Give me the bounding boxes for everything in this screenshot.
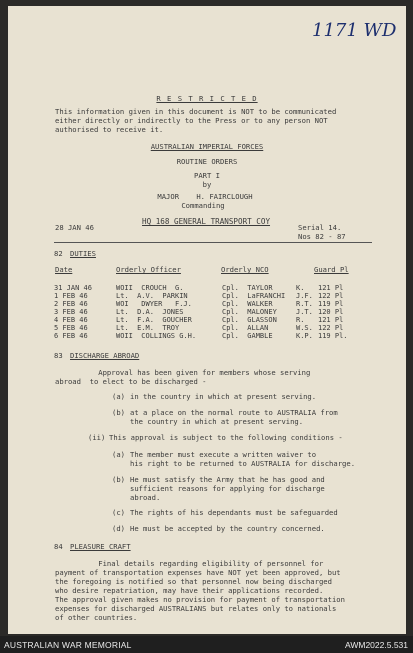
- duty-nco-initials: R.: [296, 316, 305, 324]
- item-i-a-text: in the country in which at present serving.: [130, 392, 317, 401]
- duty-date: 4 FEB 46: [54, 316, 88, 324]
- pleasure-line-5: The approval given makes no provision for payment of transportation: [55, 595, 345, 604]
- footer-bar: [0, 636, 413, 653]
- duty-nco-initials: R.T.: [296, 300, 313, 308]
- item-ii-text: This approval is subject to the following conditions -: [109, 433, 343, 442]
- duty-row: [54, 316, 358, 324]
- duty-officer: Lt. F.A. GOUCHER: [116, 316, 192, 324]
- pleasure-number: 84: [54, 542, 63, 551]
- duty-nco: Cpl. LaFRANCHI: [222, 292, 286, 300]
- duty-nco-initials: J.T.: [296, 308, 313, 316]
- duty-nco-initials: K.P.: [296, 332, 313, 340]
- pleasure-line-3: the foregoing is notified so that personnel now being discharged: [55, 577, 332, 586]
- order-date: 28 JAN 46: [55, 223, 94, 232]
- item-ii-a-label: (a): [112, 450, 125, 459]
- discharge-intro-2: abroad to elect to be discharged -: [55, 377, 207, 386]
- duty-row: [54, 284, 358, 292]
- item-ii-d-label: (d): [112, 524, 125, 533]
- item-i-b-label: (b): [112, 408, 125, 417]
- duty-nco: Cpl. MALONEY: [222, 308, 277, 316]
- duty-nco: Cpl. GLASSON: [222, 316, 277, 324]
- item-ii-d-text: He must be accepted by the country concerned.: [130, 524, 325, 533]
- col-guard-pl: Guard Pl: [314, 265, 349, 274]
- duties-table: [54, 284, 358, 340]
- pleasure-line-6: expenses for discharged AUSTRALIANS but relates only to nationals: [55, 604, 337, 613]
- duties-number: 82: [54, 249, 63, 258]
- order-numbers: Nos 82 - 87: [298, 232, 346, 241]
- duty-nco: Cpl. ALLAN: [222, 324, 269, 332]
- footer-accession: AWM2022.5.531: [345, 640, 408, 650]
- duty-row: [54, 324, 358, 332]
- item-ii-label: (ii): [88, 433, 106, 442]
- duty-nco-initials: J.F.: [296, 292, 313, 300]
- item-ii-c-text: The rights of his dependants must be safeguarded: [130, 508, 338, 517]
- classification: R E S T R I C T E D: [156, 94, 258, 103]
- duty-guard: 121 Pl: [318, 284, 344, 292]
- duty-date: 1 FEB 46: [54, 292, 88, 300]
- handwritten-mark: 1171 WD: [312, 20, 397, 41]
- duty-nco: Cpl. WALKER: [222, 300, 273, 308]
- duties-heading: DUTIES: [70, 249, 96, 258]
- duty-officer: Lt. A.V. PARKIN: [116, 292, 188, 300]
- duty-date: 31 JAN 46: [54, 284, 92, 292]
- orders-type: ROUTINE ORDERS: [176, 157, 238, 166]
- duty-row: [54, 308, 358, 316]
- commander: MAJOR H. FAIRCLOUGH: [157, 192, 253, 201]
- pleasure-line-4: who desire repatriation, may have their applications recorded.: [55, 586, 324, 595]
- item-i-b-text-2: the country in which at present serving.: [130, 417, 304, 426]
- pleasure-line-7: of other countries.: [55, 613, 138, 622]
- duty-row: [54, 332, 358, 340]
- duty-nco: Cpl. TAYLOR: [222, 284, 273, 292]
- col-orderly-nco: Orderly NCO: [221, 265, 269, 274]
- duty-guard: 122 Pl: [318, 324, 344, 332]
- item-i-b-text-1: at a place on the normal route to AUSTRALIA from: [130, 408, 338, 417]
- header-rule: [54, 242, 372, 243]
- item-ii-c-label: (c): [112, 508, 125, 517]
- duty-officer: Lt. E.M. TROY: [116, 324, 180, 332]
- item-ii-b-text-1: He must satisfy the Army that he has good and: [130, 475, 325, 484]
- item-ii-a-text-2: his right to be returned to AUSTRALIA for discharge.: [130, 459, 356, 468]
- duty-guard: 120 Pl: [318, 308, 344, 316]
- by-label: by: [202, 180, 212, 189]
- duty-row: [54, 292, 358, 300]
- part-label: PART I: [194, 171, 220, 180]
- pleasure-line-2: payment of transportation expenses have NOT yet been approved, but: [55, 568, 341, 577]
- duty-guard: 119 Pl.: [318, 332, 348, 340]
- discharge-intro-1: Approval has been given for members whose serving: [55, 368, 311, 377]
- force-title: AUSTRALIAN IMPERIAL FORCES: [150, 142, 264, 151]
- col-orderly-officer: Orderly Officer: [116, 265, 181, 274]
- serial-number: Serial 14.: [298, 223, 342, 232]
- pleasure-heading: PLEASURE CRAFT: [70, 542, 131, 551]
- footer-source: AUSTRALIAN WAR MEMORIAL: [4, 640, 132, 650]
- duty-guard: 119 Pl: [318, 300, 344, 308]
- item-i-a-label: (a): [112, 392, 125, 401]
- item-ii-b-text-2: sufficient reasons for applying for discharge: [130, 484, 325, 493]
- notice-line-1: This information given in this document is NOT to be communicated: [55, 107, 337, 116]
- discharge-number: 83: [54, 351, 63, 360]
- commanding-label: Commanding: [181, 201, 225, 210]
- duty-row: [54, 300, 358, 308]
- duty-guard: 121 Pl: [318, 316, 344, 324]
- item-ii-b-label: (b): [112, 475, 125, 484]
- col-date: Date: [55, 265, 73, 274]
- duty-date: 2 FEB 46: [54, 300, 88, 308]
- item-ii-b-text-3: abroad.: [130, 493, 161, 502]
- discharge-heading: DISCHARGE ABROAD: [70, 351, 140, 360]
- duty-guard: 122 Pl: [318, 292, 344, 300]
- pleasure-line-1: Final details regarding eligibility of personnel for: [55, 559, 324, 568]
- duty-officer: WOII CROUCH G.: [116, 284, 184, 292]
- duty-officer: Lt. D.A. JONES: [116, 308, 184, 316]
- duty-nco-initials: K.: [296, 284, 305, 292]
- duty-date: 3 FEB 46: [54, 308, 88, 316]
- notice-line-2: either directly or indirectly to the Press or to any person NOT: [55, 116, 328, 125]
- duty-date: 6 FEB 46: [54, 332, 88, 340]
- item-ii-a-text-1: The member must execute a written waiver to: [130, 450, 317, 459]
- duty-nco: Cpl. GAMBLE: [222, 332, 273, 340]
- duty-officer: WOI DWYER F.J.: [116, 300, 192, 308]
- duty-nco-initials: W.S.: [296, 324, 313, 332]
- unit-name: HQ 168 GENERAL TRANSPORT COY: [142, 217, 271, 226]
- duty-date: 5 FEB 46: [54, 324, 88, 332]
- document-page: [8, 6, 406, 634]
- notice-line-3: authorised to receive it.: [55, 125, 164, 134]
- duty-officer: WOII COLLINGS G.H.: [116, 332, 197, 340]
